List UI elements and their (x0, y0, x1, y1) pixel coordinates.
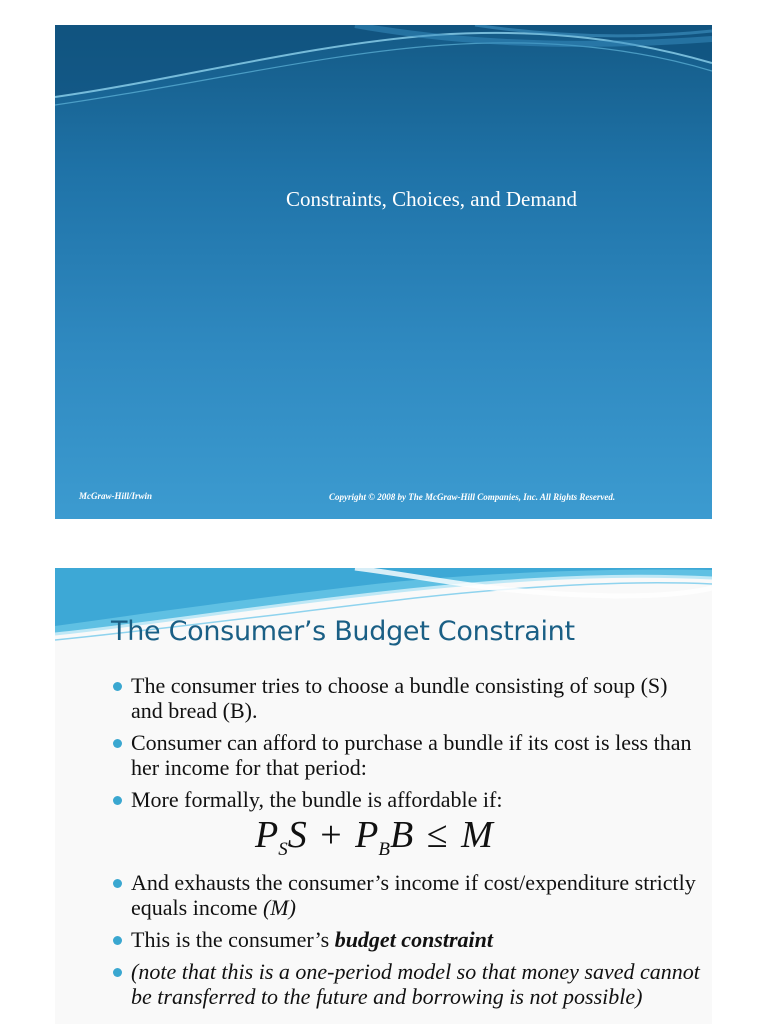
bullet-dot-icon (113, 879, 122, 888)
bullet-dot-icon (113, 682, 122, 691)
footer-copyright: Copyright © 2008 by The McGraw-Hill Companies, Inc. All Rights Reserved. (329, 492, 616, 502)
list-item: The consumer tries to choose a bundle consisting of soup (S) and bread (B). (113, 673, 703, 723)
decorative-wave-graphic (55, 25, 712, 135)
bullet-dot-icon (113, 739, 122, 748)
budget-constraint-formula: $P_SS + P_BB \le M$ (255, 814, 493, 860)
slide-title: Constraints, Choices, and Demand (285, 187, 578, 211)
bullet-dot-icon (113, 936, 122, 945)
bullet-dot-icon (113, 968, 122, 977)
list-item: More formally, the bundle is affordable if: (113, 787, 703, 812)
slide-heading: The Consumer’s Budget Constraint (111, 616, 575, 647)
title-slide (55, 25, 712, 519)
list-item: And exhausts the consumer’s income if cost/expenditure strictly equals income (M) (113, 870, 703, 920)
footer-publisher: McGraw-Hill/Irwin (79, 491, 153, 501)
content-slide (55, 568, 712, 1024)
bullet-dot-icon (113, 796, 122, 805)
list-item: (note that this is a one-period model so that money saved cannot be transferred to the future and borrowing is not possible) (113, 959, 703, 1009)
list-item: This is the consumer’s budget constraint (113, 927, 703, 952)
list-item: Consumer can afford to purchase a bundle if its cost is less than her income for that period: (113, 730, 703, 780)
